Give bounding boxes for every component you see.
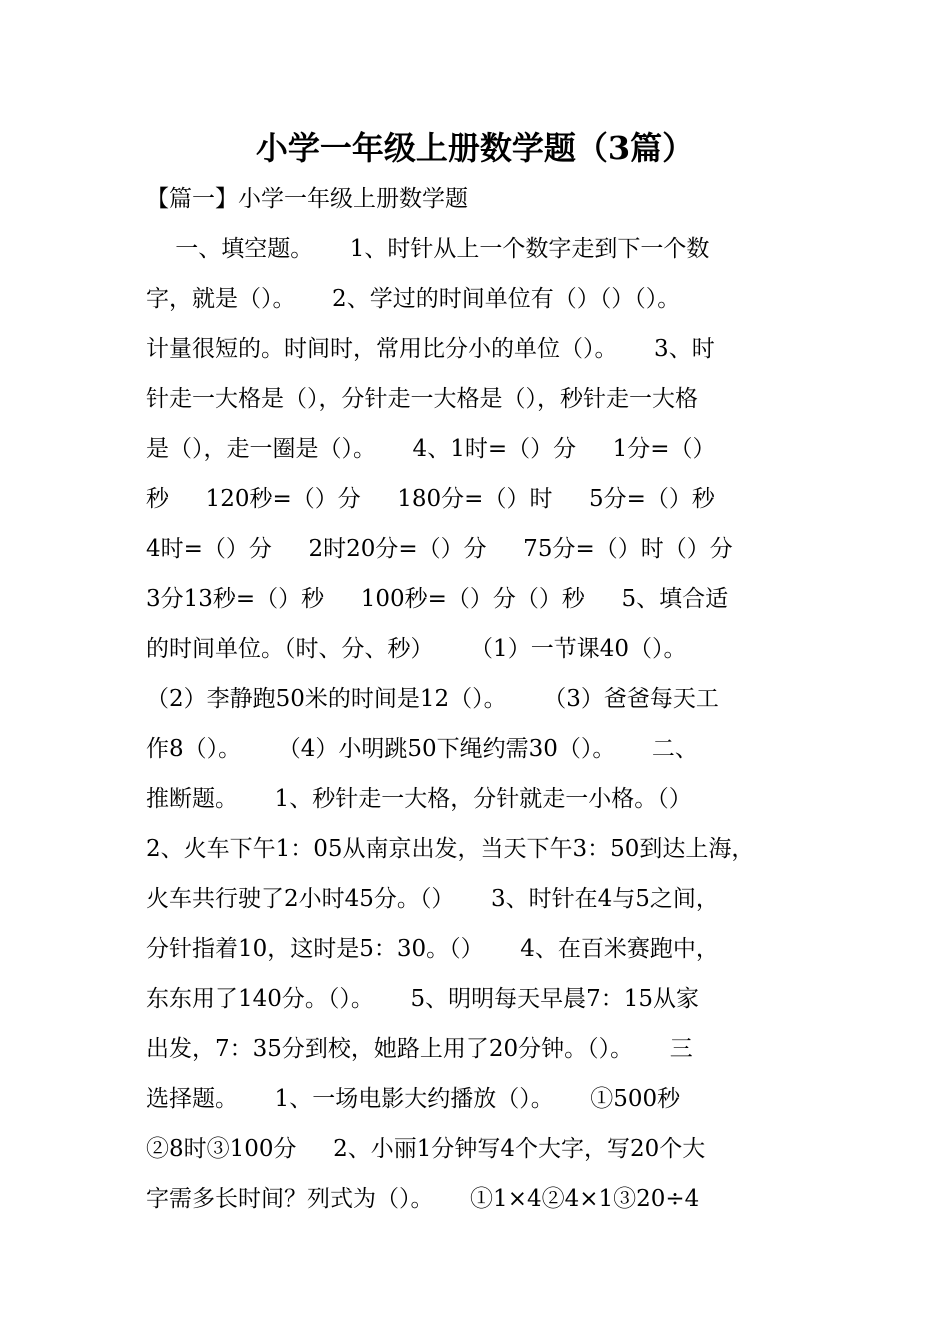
document-body (146, 224, 826, 1224)
text-line: 东东用了140分。（）。 5、明明每天早晨7：15从家 (146, 986, 699, 1012)
text-line: 一、填空题。 1、时针从上一个数字走到下一个数 (146, 236, 710, 262)
text-line: 分针指着10，这时是5：30。（） 4、在百米赛跑中， (146, 936, 719, 962)
text-line: 秒 120秒=（）分 180分=（）时 5分=（）秒 (146, 486, 715, 512)
text-line: 4时=（）分 2时20分=（）分 75分=（）时（）分 (146, 536, 733, 562)
text-line: 选择题。 1、一场电影大约播放（）。 ①500秒 (146, 1086, 681, 1112)
text-line: 推断题。 1、秒针走一大格，分针就走一小格。（） (146, 786, 692, 812)
text-line: 3分13秒=（）秒 100秒=（）分（）秒 5、填合适 (146, 586, 729, 612)
section-heading: 【篇一】小学一年级上册数学题 (146, 186, 468, 212)
text-line: 计量很短的。时间时，常用比分小的单位（）。 3、时 (146, 336, 715, 362)
text-line: ②8时③100分 2、小丽1分钟写4个大字，写20个大 (146, 1136, 706, 1162)
text-line: 出发，7：35分到校，她路上用了20分钟。（）。 三 (146, 1036, 693, 1062)
text-line: 是（），走一圈是（）。 4、1时=（）分 1分=（） (146, 436, 716, 462)
text-line: 火车共行驶了2小时45分。（） 3、时针在4与5之间， (146, 886, 719, 912)
text-line: 作8（）。 （4）小明跳50下绳约需30（）。 二、 (146, 736, 698, 762)
text-line: （2）李静跑50米的时间是12（）。 （3）爸爸每天工 (146, 686, 719, 712)
text-line: 字需多长时间？列式为（）。 ①1×4②4×1③20÷4 (146, 1186, 700, 1212)
text-line: 字，就是（）。 2、学过的时间单位有（）（）（）。 (146, 286, 681, 312)
page-title: 小学一年级上册数学题（3篇） (255, 129, 695, 167)
text-line: 针走一大格是（），分针走一大格是（），秒针走一大格 (146, 386, 698, 412)
text-line: 2、火车下午1：05从南京出发，当天下午3：50到达上海， (146, 836, 755, 862)
text-line: 的时间单位。（时、分、秒） （1）一节课40（）。 (146, 636, 687, 662)
